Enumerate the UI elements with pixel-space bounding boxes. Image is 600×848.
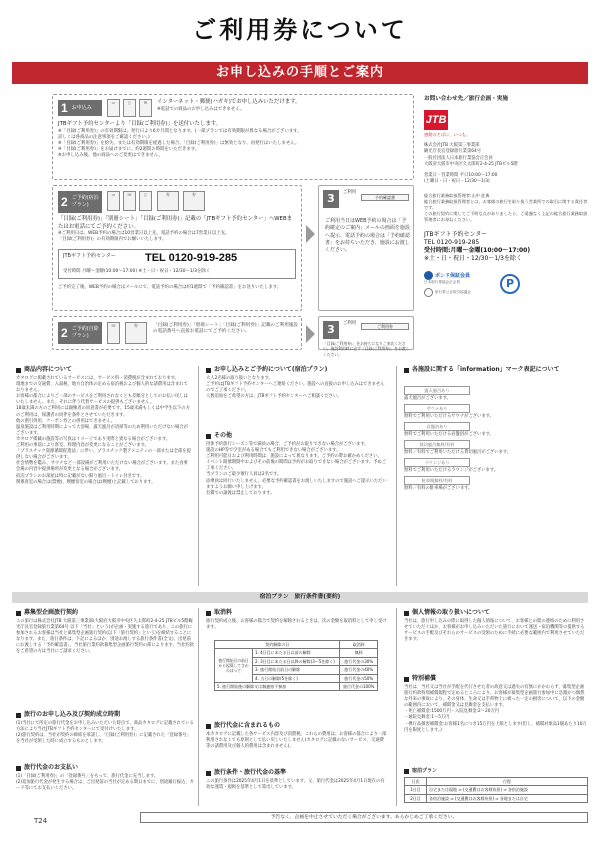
phone-icon: ☏ <box>123 191 136 211</box>
step1-line2: ※電話での商品のお申し込みはできません。 <box>157 106 245 112</box>
list-item: 温泉施設はご利用時期によって大浴場、露天風呂が清掃等のため利用いただけない場合がございます。 <box>16 424 188 436</box>
list-item: (2)旅行契約は、当社が契約の締結を承諾し、「目録(ご利用券)」に記載された「登録番号」を当社が受領した時に成立するものとします。 <box>16 733 191 745</box>
product-list <box>16 376 192 486</box>
list-item: 宿泊プランのお部屋は特に記載がない限り風呂・トイレ付きです。 <box>16 473 145 479</box>
voucher-badge: ご利用券 <box>361 323 409 330</box>
bond-sub: 日本旅行業協会正会員 <box>424 280 460 285</box>
other-list <box>206 442 388 497</box>
apply-list <box>16 721 194 745</box>
arrow-right-icon <box>306 325 315 343</box>
section-heading: 旅行のお申し込み及び契約成立時期 <box>16 711 120 719</box>
itinerary-table <box>404 777 588 803</box>
step1-line3: JTBギフト予約センターより「目録(ご利用券)」を送付いたします。 <box>58 121 222 127</box>
mark-description: 無料でご利用いただける岩盤浴がございます。 <box>404 432 494 438</box>
smartphone-icon: ▯ <box>139 191 152 211</box>
table-cell: 4. 当日の解除(5を除く) <box>253 674 340 682</box>
table-header: 行程 <box>427 778 588 786</box>
step1-note: ※お申し込み後、他の商品へのご変更はできません。 <box>58 153 163 159</box>
table-header-row <box>215 641 378 649</box>
list-item: 現地までの交通費、入湯税、地方自治体の定める宿泊税および個人的な諸費用は含まれておりません。 <box>16 382 188 394</box>
column-divider <box>198 366 199 586</box>
procedure-banner: お申し込みの手順とご案内 <box>12 62 588 84</box>
table-cell: 5. 旅行開始後の解除又は無連絡不参加 <box>215 682 340 690</box>
table-cell: 旅行代金の30% <box>340 657 378 665</box>
step1-note: 詳しくは各商品の注意事項をご確認ください。) <box>58 134 150 140</box>
mark-badge: 岩盤浴あり <box>404 422 470 431</box>
step1-header: 1 お申込み <box>58 100 102 116</box>
list-item: お客様の都合によりご一部のサービスをご利用されなくとも差額分としてのお払い戻しはいたしません。また、それに伴う代替サービスの提供もございません。 <box>16 394 188 406</box>
table-cell: 旅行開始日の前日から起算してさかのぼって <box>215 649 253 683</box>
manager-line: 総合旅行業務取扱管理者:山中 佐典 <box>424 192 490 198</box>
privacy-mark-icon: P <box>500 274 520 294</box>
section-heading: 取消料 <box>206 609 232 617</box>
column-divider <box>198 608 199 806</box>
step2-web-text3: 「目録(ご利用券)」の有効期限内でお願いいたします。 <box>58 237 167 243</box>
step1-note: ※「目録(ご利用券)」をお届けまでに、約2週間お時間をいただきます。 <box>58 147 200 153</box>
section-heading: 商品内容について <box>16 366 72 374</box>
special-text: 当社は、当社又は当社が手配を代行させた者の故意又は過失の有無にかかわらず、募集型企画旅行約款特別補償規程で定めるところにより、お客様が募集型企画旅行参加中に急激かつ偶然な外来の事故により、その身体、生命又は手荷物上に被った一定の損害について、以下の金額の範囲内において、補償金又は見舞金を支払います。 <box>404 685 585 709</box>
section-heading: 宿泊プラン <box>404 768 437 775</box>
table-row <box>215 682 378 690</box>
privacy-text: 当社は、旅行申し込みの際に取得した個人情報について、お客様との間の連絡のために利用させていただくほか、お客様がお申し込みいただいた旅行において運送・宿泊機関等の提供するサービスの手配及びそれらのサービスの受領のために手続に必要な範囲内で利用させていただきます。 <box>404 619 585 643</box>
list-item: イベント開催期間中およびその前後の期間は予約がお取りできない場合がございます。予めご了承ください。 <box>206 460 387 472</box>
mark-badge: サウナあり <box>404 404 470 413</box>
table-cell: 1日目 <box>405 786 427 794</box>
voucher-icon: 券 <box>183 191 205 211</box>
table-cell: 旅行代金の100% <box>340 682 378 690</box>
booking-list <box>206 376 388 400</box>
company-line: 観光庁長官登録旅行業第64号 <box>424 149 482 155</box>
contract-text: この旅行は株式会社JTB 大阪第三事業部(大阪府大阪市中央区久太郎町2-4-25 JTBビル5階観光庁長官登録旅行業第64号 以下「当社」という)が企画・実施する旅行であり、この旅行に参加されるお客様は当社と募集型企画旅行契約(以下「旅行契約」という)を締結することになります。また、旅行条件は、下記によるほか、別途お渡しする旅行条件書(全文)、出発前にお渡しする「予約確認書」、当社旅行業約款募集型企画旅行契約の部によります。当社約款をご希望の方は当社にご請求ください。 <box>16 619 194 655</box>
terms-strip: 宿泊プラン 旅行条件書(要約) <box>12 592 588 603</box>
postcard-icon: ✉ <box>139 99 152 117</box>
list-item: ご利用可能日および利用時間は、施設によって異なります。ご予約の際お確かめください。 <box>206 454 382 460</box>
table-header: 取消料 <box>340 641 378 649</box>
step1-line1: インターネット・郵便(ハガキ)でお申し込みいただけます。 <box>157 99 301 105</box>
company-line: 株式会社JTB 大阪第三事業部 <box>424 143 480 149</box>
step1-box <box>52 94 414 180</box>
table-cell: 無料 <box>340 649 378 657</box>
voucher-icon: 券 <box>125 322 147 344</box>
seal-icon <box>424 288 433 297</box>
basis-text: この旅行条件は2025年4月1日を基準としています。又、旅行代金は2025年4月1日現在の有効な運賃・規則を基準として算出しています。 <box>206 779 385 791</box>
mark-badge: 露天風呂あり <box>404 386 470 395</box>
info-marks <box>404 384 586 492</box>
phone-icon: ☏ <box>107 322 120 344</box>
manager-line: この旅行契約に関してご不明な点がありましたら、ご遠慮なく上記の総合旅行業務取扱管理者にお尋ねください。 <box>424 210 588 222</box>
mark-badge: ラウンジあり <box>404 458 470 467</box>
list-item: 人数追加をご希望の方は、JTBギフト予約センターへご相談ください。 <box>206 394 342 400</box>
step3-other-box <box>318 316 414 357</box>
computer-icon: ▭ <box>107 191 120 211</box>
list-item: 当プランのご最少催行人員は2名です。 <box>206 472 282 478</box>
step3-other-label: ご利用 <box>343 321 357 326</box>
list-item: ・携行品損害補償金:お客様1名につき15万円を上限とします(但し、補償対象品1個あたり10万円を限度とします。) <box>404 721 587 733</box>
table-cell: 旅行代金の50% <box>340 674 378 682</box>
contact-center-name: JTBギフト予約センター <box>424 231 488 238</box>
fair-trade-badge: 旅行業公正取引協議会 <box>424 288 494 297</box>
contact-title: お問い合わせ先／旅行企画・実施 <box>424 96 508 102</box>
list-item: カタログに掲載されているサービスには、サービス料・消費税が含まれております。 <box>16 376 179 381</box>
section-heading: 個人情報の取り扱いについて <box>404 609 490 617</box>
list-item: 施設のHP等で空室がある場合でもご利用できない場合がございます。 <box>206 448 341 454</box>
section-heading: 各施設に関する「information」マーク表記について <box>404 366 584 374</box>
list-item: ご予約はJTBギフト予約センターへご連絡ください。施設への直接のお申し込みはできませんのでご了承ください。 <box>206 382 385 394</box>
voucher-icon: 券 <box>157 191 179 211</box>
list-item: カタログ掲載の施設等の写真はイメージであり実際と異なる場合がございます。 <box>16 436 171 442</box>
business-hours: 営業日・営業時間 平日10:00〜17:00 <box>424 173 498 179</box>
table-cell: 1. 4日目にあたる日以前の解除 <box>253 649 340 657</box>
list-item: 他の割引併用、クーポン券との併用はできません。 <box>16 418 116 424</box>
reservation-center-box <box>58 249 296 279</box>
table-cell: 3. 旅行開始日前日の解除 <box>253 666 340 674</box>
list-item: ・通院見舞金:1〜5万円 <box>404 715 450 721</box>
list-item: (1)当社にて所定の旅行代金をお申し込みいただいた時点で、商品カタログに記載されている方法により当社JTBギフト予約センターにて受付けいたします。 <box>16 721 194 733</box>
mark-description: 無料／有料でご利用いただける貸切風呂がございます。 <box>404 450 512 456</box>
table-cell: 各宿泊施設 ⇒ (交通費はお客様負担) ⇒ 各地または自宅 <box>427 794 588 802</box>
table-cell: 自宅または現地 ⇒ (交通費はお客様負担) ⇒ 各宿泊施設 <box>427 786 588 794</box>
step2-other-text: 「目録(ご利用券)」「別冊シート」「目録(ご利用券)」記載のご利用施設の電話番号へ直接お電話にてご予約ください。 <box>153 323 298 335</box>
table-cell: 旅行代金の40% <box>340 666 378 674</box>
payment-list <box>16 774 194 792</box>
list-item: ・死亡補償金:1500万円・入院見舞金:2〜20万円 <box>404 709 500 715</box>
section-heading: お申し込みとご予約について(宿泊プラン) <box>206 366 327 374</box>
confirmation-badge: 予約確認書 <box>361 194 409 201</box>
included-text: 本カタログに記載した各サービス内容及び消費税。これらの費用は、お客様の都合により一部利用されなくても原則として払い戻しいたしません(カタログに記載のないサービス、交通費等の諸費用及び個人的費用は含まれません)。 <box>206 732 387 750</box>
table-row <box>215 649 378 657</box>
table-cell: 2日目 <box>405 794 427 802</box>
step1-note: ※「目録(ご利用券)」の有効期限は、発行日より6カ月間となります。(一部プランでは有効期限が異なる場合がございます。 <box>58 128 302 134</box>
step3-web-text: ご利用当日はWEB予約の場合は「予約確定のご案内」メールの画面を施設へ提示、電話予約の場合は「予約確認書」をお持ちいただき、施設にお渡しください。 <box>325 218 411 253</box>
mark-description: 無料でご利用いただけるサウナがございます。 <box>404 414 494 419</box>
step2-web-text2: ※ご利用日は、WEB予約の場合は10営業日以上先、電話予約の場合は7営業日以上先。 <box>58 231 230 237</box>
center-hours: 受付時間 月曜〜金曜(10:00〜17:00) ※土・日・祝日・12/30〜1/3を除く <box>63 269 211 274</box>
column-divider <box>396 608 397 806</box>
list-item: 添乗員は同行いたしません。必要な予約確認書をお渡しいたしますので施設へご提示いただいますようお願い申し上げます。 <box>206 478 387 490</box>
contact-panel <box>424 96 590 351</box>
table-header: 契約解除の日 <box>215 641 340 649</box>
contact-center-phone[interactable]: TEL 0120-919-285 <box>424 239 480 247</box>
table-row <box>405 794 588 802</box>
column-divider <box>396 366 397 586</box>
section-heading: その他 <box>206 432 232 440</box>
cancel-text: 旅行契約成立後、お客様の都合で契約を解除されるときは、次の金額を取消料として申し受けます。 <box>206 619 387 631</box>
list-item: ご利用の事前により客室、料理内容が変更になることがございます。 <box>16 443 149 449</box>
list-item: 大人2名様の取り扱いとなります。 <box>206 376 273 381</box>
step2-web-header: 2 ご予約(宿泊プラン) <box>58 191 102 213</box>
step3-other-number: 3 <box>323 321 339 339</box>
section-heading: 旅行代金のお支払い <box>16 764 78 772</box>
list-item: 18歳未満の方のご利用には親権者の同意書が必要です。15歳未満もしくは中学生以下の方のご利用は、保護者の同伴を条件とさせていただきます。 <box>16 406 190 418</box>
center-label: JTBギフト予約センター <box>63 253 116 259</box>
list-item: (1)「目録(ご利用券)」の「登録番号」をもって、旅行代金に充当します。 <box>16 774 159 779</box>
mark-badge: 貸切風呂無料/有料 <box>404 440 470 449</box>
business-hours-note: (土曜日・日・祝日・12/30〜1/3) <box>424 179 490 185</box>
manager-line: 総合旅行業務取扱管理者とは、お客様の旅行を取り扱う営業所での取引に関する責任者です。 <box>424 198 588 210</box>
arrow-right-icon <box>306 225 315 243</box>
list-item: 有償での譲渡は禁止しております。 <box>206 490 275 496</box>
section-heading: 特別補償 <box>404 675 436 683</box>
step3-web-label: ご利用 <box>343 190 357 195</box>
smartphone-icon: ▯ <box>123 99 136 117</box>
table-header: 日次 <box>405 778 427 786</box>
step2-web-box <box>52 185 302 311</box>
computer-icon: ▭ <box>107 99 120 117</box>
special-comp <box>404 685 588 734</box>
contact-center-hours-note: ※土・日・祝日・12/30〜1/3を除く <box>424 255 522 263</box>
jtb-tagline: 感動のそばに、いつも。 <box>424 131 471 137</box>
mark-description: 無料でご利用いただけるラウンジがございます。 <box>404 468 499 474</box>
step3-web-box <box>318 185 414 311</box>
step3-web-number: 3 <box>323 190 339 208</box>
footer-notice: 予告なく、企画を中止させていただく場合がございます。あらかじめご了承ください。 <box>140 812 588 823</box>
step2-web-text1: 「目録(ご利用券)」「別冊シート」「目録(ご利用券)」記載の「JTBギフト予約センター」へWEBまたはお電話にてご予約ください。 <box>58 216 293 230</box>
step3-other-text: 「目録(ご利用券)」をお持ちになりご来店ください。施設利用時に必ず「目録(ご利用券)」をお渡しください。 <box>323 341 410 357</box>
mark-badge: 駐車場無料/有料 <box>404 476 470 485</box>
step1-note: ※「目録(ご利用券)」を紛失、または有効期限を経過した場合、「目録(ご利用券)」は無効となり、再発行はいたしません。 <box>58 140 300 146</box>
page-number: T24 <box>34 817 48 825</box>
table-header-row <box>405 778 588 786</box>
list-item: 関係客室の場合は(禁煙)、喫煙客室の場合は(喫煙)と記載しております。 <box>16 479 156 485</box>
list-item: 団体予約旅行シーズン等で満員の場合、ご予約がお取りできない場合がございます。 <box>206 442 369 447</box>
step2-web-text4: ご予約完了後、WEB予約の場合はメールにて、電話予約の場合は約1週間で「予約確認書」をお送りいたします。 <box>58 285 282 290</box>
step2-other-header: 2 ご予約(自除プラン) <box>58 322 102 344</box>
section-heading: 募集型企画旅行契約 <box>16 609 78 617</box>
table-cell: 2. 3日目にあたる日以降の解除(3〜5を除く) <box>253 657 340 665</box>
cancel-table <box>214 640 378 691</box>
company-line: 一般社団法人日本旅行業協会正会員 <box>424 155 493 161</box>
list-item: 「プラスチック資源循環促進法」に伴い、プラスチック製アメニティの一部または全部を提供しない場合がございます。 <box>16 449 191 461</box>
page-title: ご利用券について <box>192 15 408 44</box>
mark-description: 無料／有料の駐車場がございます。 <box>404 486 473 492</box>
company-line: 大阪府大阪市中央区久太郎町2-4-25 JTBビル5階 <box>424 161 518 167</box>
center-phone[interactable]: TEL 0120-919-285 <box>145 252 238 264</box>
table-row <box>405 786 588 794</box>
step2-other-box <box>52 316 302 350</box>
list-item: 社会情勢を鑑み、サウナなど一部設備がご利用いただけない場合がございます。また食事会場の内容や提供場所が変更となる場合がございます。 <box>16 461 188 473</box>
bond-badge: ボンド保証会員 <box>424 271 494 280</box>
jtb-logo: JTB <box>424 110 448 130</box>
contact-center-hours: 受付時間:月曜〜金曜(10:00〜17:00) <box>424 247 531 255</box>
mark-description: 露天風呂がございます。 <box>404 395 451 401</box>
section-heading: 旅行条件・旅行代金の基準 <box>206 769 286 777</box>
list-item: (2)追加旅行代金が発生する場合は、ご出発前の当社が定める期日までに、別途銀行振込、カード等にてお支払いください。 <box>16 780 194 792</box>
section-heading: 旅行代金に含まれるもの <box>206 722 280 730</box>
